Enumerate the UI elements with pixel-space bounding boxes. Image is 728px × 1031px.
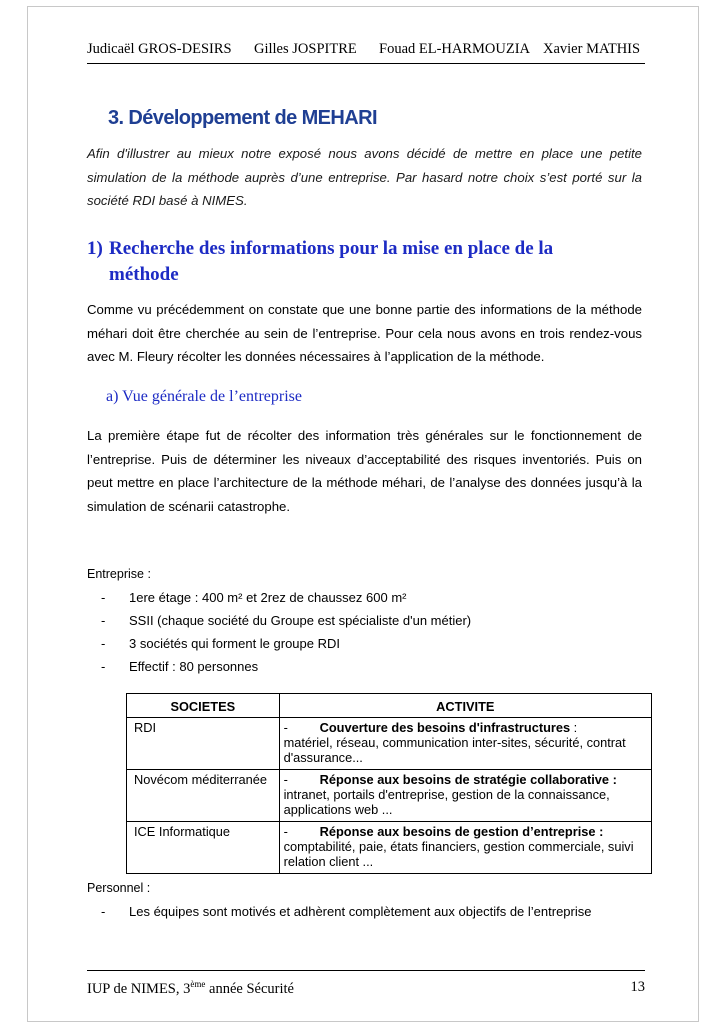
list-item [101,659,258,674]
footer-suffix: année Sécurité [205,981,294,997]
activity-title: Réponse aux besoins de gestion d’entreprise : [319,824,604,839]
table-row [127,718,652,770]
footer-rule [87,970,645,971]
table-row [127,770,652,822]
bullet-dash: - [101,904,106,919]
list-item-text: 1ere étage : 400 m² et 2rez de chaussez 600 m² [129,590,407,605]
list-item [101,613,471,628]
activity-dash: - [283,824,288,839]
paragraph-methode: Comme vu précédemment on constate que une bonne partie des informations de la méthode méhari doit être cherchée au sein de l’entreprise. Pour cela nous avons en trois rendez-vous avec M. Fleury récolter les données nécessaires à l’application de la méthode. [87,302,642,364]
activity-dash: - [283,720,288,735]
activity-detail: matériel, réseau, communication inter-sites, sécurité, contrat d'assurance... [283,735,626,765]
section-title: 3. Développement de MEHARI [108,107,377,129]
activity-dash: - [283,772,288,787]
cell-societe: RDI [127,718,280,770]
subsubsection-heading: a) Vue générale de l’entreprise [106,388,302,405]
activity-detail: intranet, portails d'entreprise, gestion de la connaissance, applications web ... [283,787,610,817]
page-number: 13 [630,979,645,995]
cell-activite [279,822,651,874]
bullet-dash: - [101,636,106,651]
table-header-row [127,694,652,718]
header-societes: SOCIETES [127,694,280,718]
header-rule [87,63,645,64]
page-footer [87,979,645,998]
footer-sup: ème [190,979,206,989]
entreprise-label: Entreprise : [87,567,151,581]
bullet-dash: - [101,659,106,674]
header-activite: ACTIVITE [279,694,651,718]
header-author-1: Judicaël GROS-DESIRS [87,41,232,57]
subsection-number: 1) [87,238,103,259]
bullet-dash: - [101,613,106,628]
societes-table [126,693,652,874]
activity-title: Couverture des besoins d'infrastructures [319,720,571,735]
list-item-text: 3 sociétés qui forment le groupe RDI [129,636,340,651]
intro-paragraph: Afin d'illustrer au mieux notre exposé nous avons décidé de mettre en place une petite simulation de la méthode auprès d’une entreprise. Par hasard notre choix s’est porté sur la société RDI basé à NIMES. [87,146,642,208]
list-item-text: Les équipes sont motivés et adhèrent complètement aux objectifs de l’entreprise [129,904,592,919]
list-item [101,636,340,651]
activity-detail: comptabilité, paie, états financiers, gestion commerciale, suivi relation client ... [283,839,634,869]
personnel-label: Personnel : [87,881,151,895]
list-item [101,904,591,919]
subsection-heading [87,236,647,288]
footer-prefix: IUP de NIMES, 3 [87,981,191,997]
table-row [127,822,652,874]
cell-societe: ICE Informatique [127,822,280,874]
activity-title: Réponse aux besoins de stratégie collaborative : [319,772,617,787]
header-author-2: Gilles JOSPITRE [254,41,357,57]
subsection-title-line2: méthode [109,264,179,285]
cell-activite [279,718,651,770]
subsection-title-line1: Recherche des informations pour la mise en place de la [109,238,554,259]
page-header [87,41,647,61]
cell-societe: Novécom méditerranée [127,770,280,822]
cell-activite [279,770,651,822]
activity-suffix: : [570,720,578,735]
header-author-3: Fouad EL-HARMOUZIA [379,41,531,57]
header-author-4: Xavier MATHIS [543,41,641,57]
list-item [101,590,407,605]
list-item-text: Effectif : 80 personnes [129,659,259,674]
paragraph-vue-generale: La première étape fut de récolter des information très générales sur le fonctionnement de l’entreprise. Puis de déterminer les niveaux d’acceptabilité des risques inventoriés. Puis on peut mettre en place l’architecture de la méthode méhari, de l’analyse des données jusqu’à la simulation de scénarii catastrophe. [87,428,642,514]
bullet-dash: - [101,590,106,605]
list-item-text: SSII (chaque société du Groupe est spécialiste d'un métier) [129,613,472,628]
